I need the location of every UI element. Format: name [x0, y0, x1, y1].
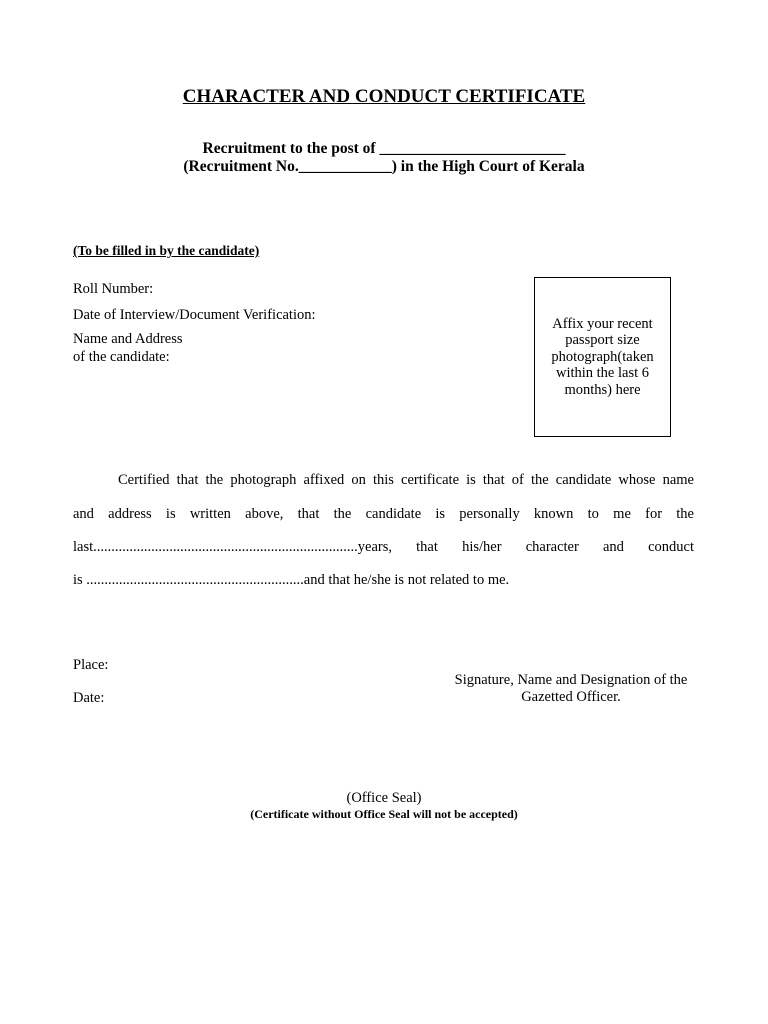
post-recruitment-line: Recruitment to the post of ________________________	[202, 140, 566, 157]
roll-number-label: Roll Number:	[73, 281, 154, 297]
name-address-label-line2: of the candidate:	[73, 349, 170, 365]
place-label: Place:	[73, 657, 109, 673]
candidate-section-heading: (To be filled in by the candidate)	[73, 243, 260, 258]
date-label: Date:	[73, 690, 105, 706]
certification-line-2: and address is written above, that the candidate is personally known to me for the	[73, 506, 694, 522]
office-seal-label: (Office Seal)	[346, 790, 422, 806]
certification-line-1: Certified that the photograph affixed on this certificate is that of the candidate whose name	[118, 472, 694, 488]
certification-line-4: is ............................................................and that he/she is not related to me.	[73, 572, 510, 588]
signature-line-2: Gazetted Officer.	[521, 689, 621, 705]
office-seal-note: (Certificate without Office Seal will not be accepted)	[250, 807, 518, 821]
signature-line-1: Signature, Name and Designation of the	[454, 672, 688, 688]
recruitment-number-line: (Recruitment No.____________) in the High Court of Kerala	[183, 158, 585, 175]
certification-line-3: last.........................................................................years, that his/her character and conduct	[73, 539, 694, 555]
photo-placeholder-box	[534, 277, 671, 437]
photo-instructions: Affix your recent passport size photograph(taken within the last 6 months) here	[551, 315, 654, 398]
signature-block	[440, 672, 702, 706]
interview-date-label: Date of Interview/Document Verification:	[73, 307, 316, 323]
certificate-title: CHARACTER AND CONDUCT CERTIFICATE	[182, 86, 586, 107]
name-address-label-line1: Name and Address	[73, 331, 183, 347]
